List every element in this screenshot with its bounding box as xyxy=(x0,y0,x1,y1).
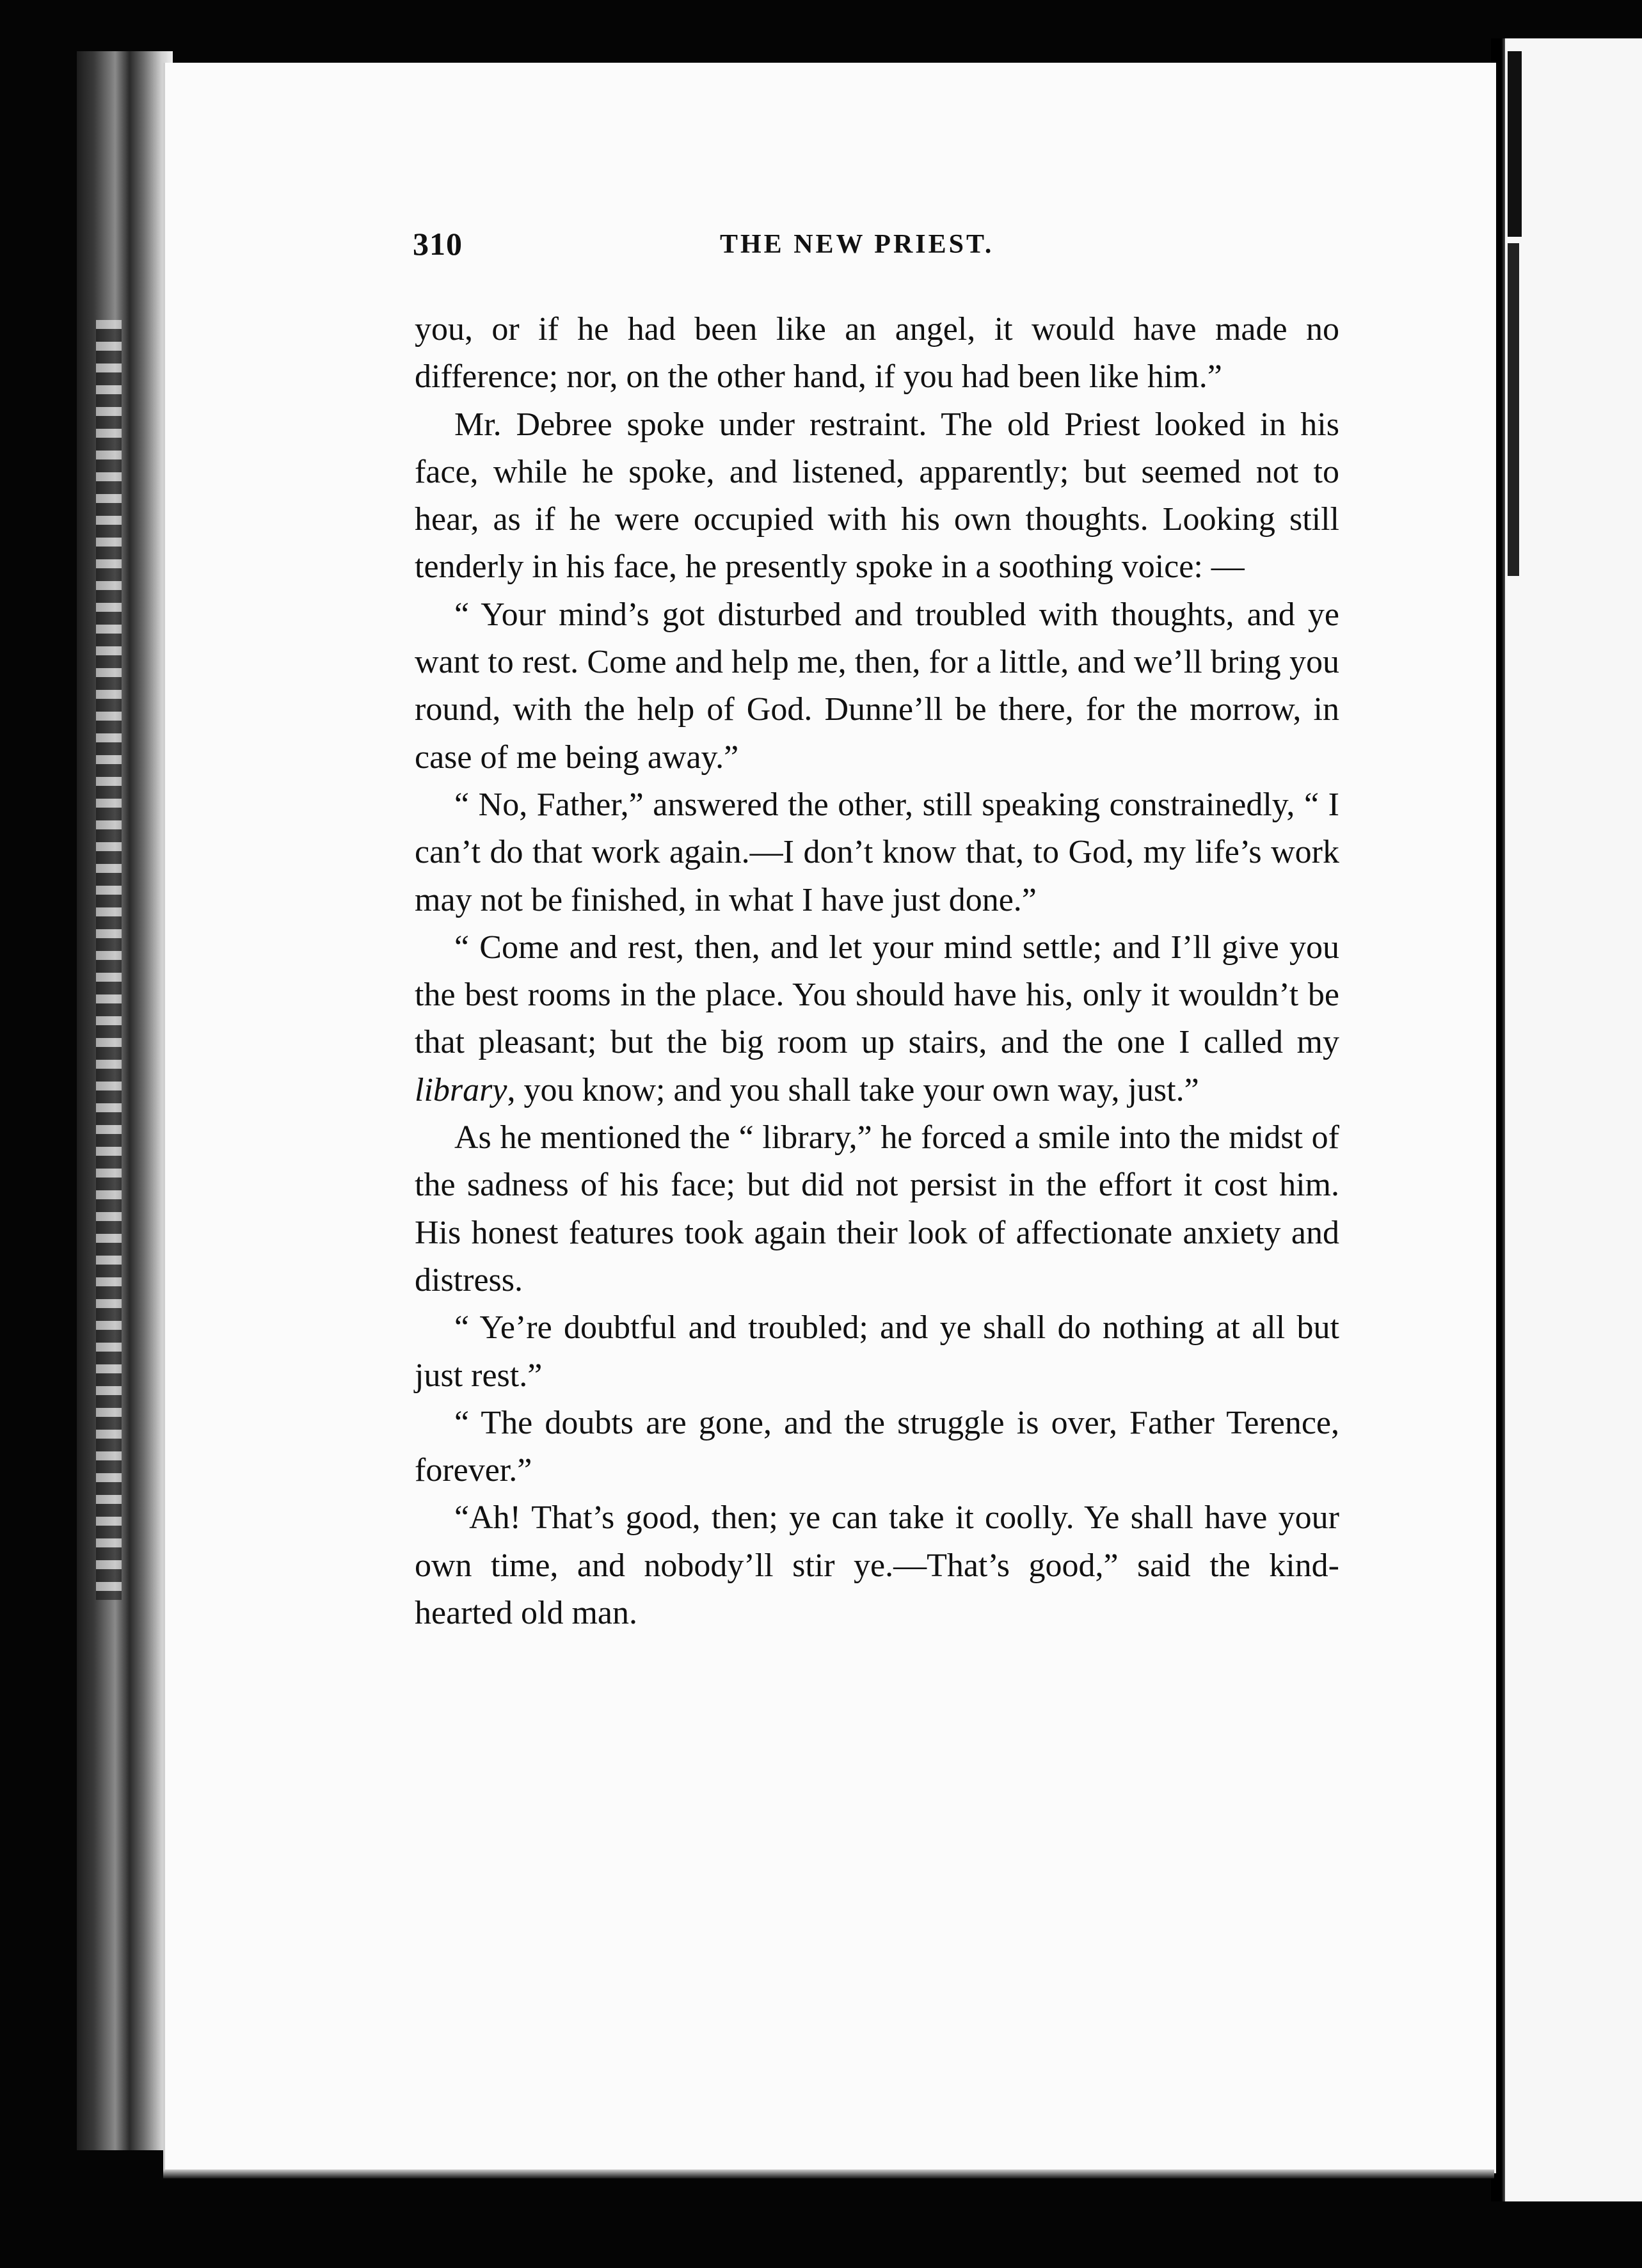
paragraph: “ The doubts are gone, and the struggle is over, Father Terence, forever.” xyxy=(415,1404,1339,1489)
page-number: 310 xyxy=(413,226,463,262)
paragraph: Mr. Debree spoke under restraint. The old Priest looked in his face, while he spoke, and listened, apparently; but seemed not to hear, as if he were occupied with his own thoughts. Looking still tenderly in his face, he presently spoke in a soothing voice: — xyxy=(415,406,1339,586)
italic-word: library xyxy=(415,1071,507,1108)
paragraph: “ No, Father,” answered the other, still speaking constrainedly, “ I can’t do that work again.—I don’t know that, to God, my life’s work may not be finished, in what I have just done.” xyxy=(415,786,1339,918)
gutter-shadow xyxy=(1508,51,1522,237)
page-edge-texture xyxy=(96,320,122,1600)
book-page-edges xyxy=(77,51,173,2150)
paragraph xyxy=(415,924,1339,1114)
paragraph: “ Your mind’s got disturbed and troubled with thoughts, and ye want to rest. Come and help me, then, for a little, and we’ll bring you round, with the help of God. Dunne’ll be there, for the morrow, in case of me being away.” xyxy=(415,596,1339,776)
running-title: THE NEW PRIEST. xyxy=(720,230,994,259)
running-head xyxy=(413,225,1347,276)
paragraph: As he mentioned the “ library,” he forced a smile into the midst of the sadness of his face; but did not persist in the effort it cost him. His honest features took again their look of affectionate anxiety and distress. xyxy=(415,1119,1339,1298)
page-bottom-shadow xyxy=(163,2169,1494,2178)
paragraph: “Ah! That’s good, then; ye can take it coolly. Ye shall have your own time, and nobody’ll stir ye.—That’s good,” said the kind-hearted old man. xyxy=(415,1499,1339,1632)
paragraph: you, or if he had been like an angel, it would have made no difference; nor, on the other hand, if you had been like him.” xyxy=(415,311,1339,395)
gutter-shadow xyxy=(1508,243,1519,576)
text-body xyxy=(415,306,1339,1637)
paragraph-text: “ Come and rest, then, and let your mind settle; and I’ll give you the best rooms in the place. You should have his, only it wouldn’t be that pleasant; but the big room up stairs, and the one I called my xyxy=(415,929,1339,1061)
facing-page xyxy=(1505,38,1642,2201)
paragraph: “ Ye’re doubtful and troubled; and ye shall do nothing at all but just rest.” xyxy=(415,1309,1339,1394)
paragraph-text: , you know; and you shall take your own way, just.” xyxy=(507,1071,1199,1108)
